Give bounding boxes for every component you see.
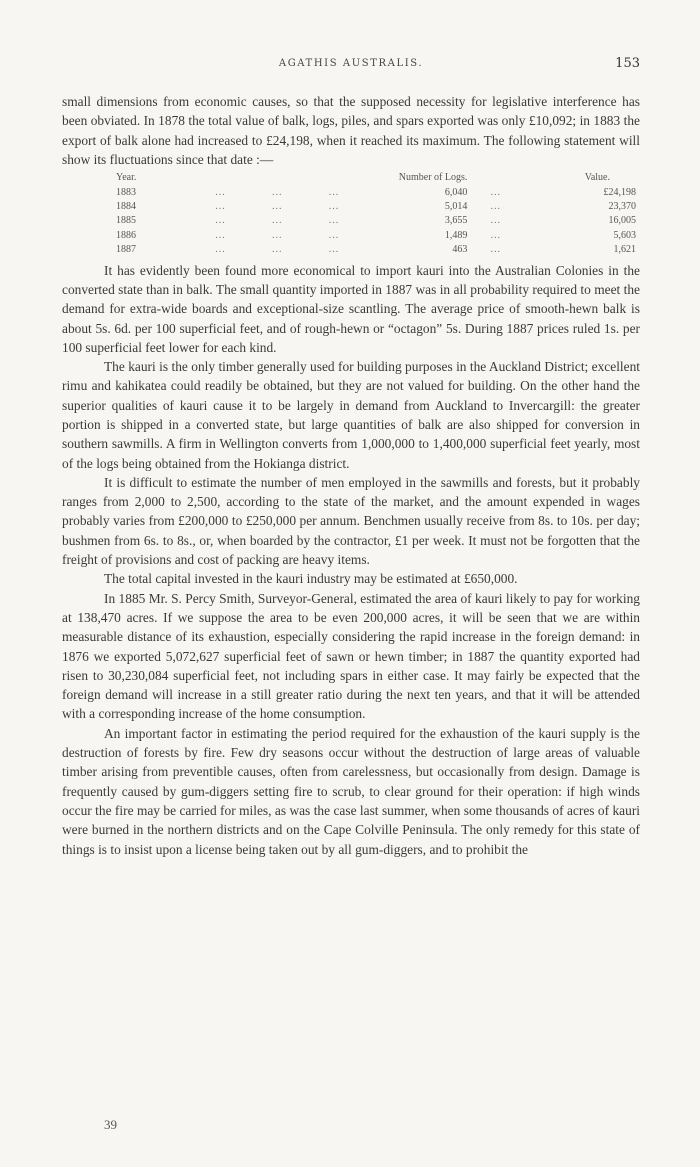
leader-dots: ...	[328, 201, 340, 212]
leader-dots: ...	[215, 215, 226, 227]
leader-dots: ...	[490, 186, 501, 198]
table-header-row	[116, 171, 636, 185]
paragraph-australian-import: It has evidently been found more economical to import kauri into the Australian Colonies in the converted state than in balk. The small quantity imported in 1887 was in all probability required to meet the demand for extra-wide boards and exceptional-size scantling. The average price of smooth-hewn balk is about 5s. 6d. per 100 superficial feet, and of rough-hewn or “octagon” 5s. During 1887 prices ruled 1s. per 100 superficial feet lower for each kind.	[62, 262, 640, 355]
table-body	[116, 186, 636, 258]
leader-dots: ...	[490, 229, 501, 241]
table-row	[116, 200, 636, 214]
leader-dots: ...	[215, 186, 226, 198]
row-value: £24,198	[603, 186, 636, 198]
signature-mark: 39	[104, 1117, 117, 1132]
row-logs: 463	[452, 244, 468, 256]
leader-dots: ...	[490, 215, 501, 227]
table-row	[116, 243, 636, 257]
row-logs: 1,489	[444, 229, 468, 241]
table-row	[116, 186, 636, 200]
row-year: 1883	[116, 186, 136, 198]
row-value: 5,603	[613, 229, 636, 241]
row-year: 1885	[116, 215, 136, 227]
body-text	[62, 92, 640, 859]
row-year: 1886	[116, 229, 136, 241]
paragraph-employment: It is difficult to estimate the number of men employed in the sawmills and forests, but it probably ranges from 2,000 to 2,500, according to the state of the market, and the amount expended in wages probably varies from £200,000 to £250,000 per annum. Benchmen usually receive from 8s. to 10s. per day; bushmen from 6s. to 8s., or, when boarded by the contractor, £1 per week. It must not be forgotten that the freight of provisions and cost of packing are heavy items.	[62, 474, 640, 568]
page-header	[62, 58, 640, 76]
paragraph-export-history: small dimensions from economic causes, so that the supposed necessity for legislative interference has been obviated. In 1878 the total value of balk, logs, piles, and spars exported was only £10,092; in 1883 the export of balk alone had increased to £24,198, when it reached its maximum. The following statement will show its fluctuations since that date :—	[62, 94, 640, 167]
paragraph-building-timber: The kauri is the only timber generally used for building purposes in the Auckland District; excellent rimu and kahikatea could readily be obtained, but they are not valued for building. On the other hand the superior qualities of kauri cause it to be largely in demand from Auckland to Invercargill: the greater portion is shipped in a converted state, but large quantities of balk are also shipped for conversion in southern sawmills. A firm in Wellington converts from 1,000,000 to 1,400,000 superficial feet yearly, most of the logs being obtained from the Hokianga district.	[62, 359, 640, 471]
col-header-logs: Number of Logs.	[398, 172, 468, 184]
row-value: 23,370	[608, 201, 636, 212]
page-number: 153	[615, 56, 640, 71]
leader-dots: ...	[215, 229, 226, 241]
row-value: 1,621	[613, 244, 636, 256]
leader-dots: ...	[272, 244, 283, 256]
export-fluctuations-table	[116, 171, 636, 257]
row-year: 1884	[116, 201, 136, 212]
row-logs: 3,655	[444, 215, 468, 227]
paragraph-capital: The total capital invested in the kauri industry may be estimated at £650,000.	[104, 571, 518, 587]
leader-dots: ...	[215, 201, 226, 212]
row-year: 1887	[116, 244, 136, 256]
leader-dots: ...	[272, 215, 283, 227]
row-logs: 6,040	[444, 186, 468, 198]
table-row	[116, 214, 636, 228]
paragraph-forest-fires: An important factor in estimating the period required for the exhaustion of the kauri supply is the destruction of forests by fire. Few dry seasons occur without the destruction of large areas of valuable timber arising from preventible causes, often from carelessness, but occasionally from design. Damage is frequently caused by gum-diggers setting fire to scrub, to clear ground for their operation: if high winds occur the fire may be carried for miles, as was the case last summer, when some thousands of acres of kauri were burned in the northern districts and on the Cape Colville Peninsula. The only remedy for this state of things is to insist upon a license being taken out by all gum-diggers, and to prohibit the	[62, 725, 640, 857]
row-logs: 5,014	[444, 201, 468, 212]
col-header-value: Value.	[584, 172, 610, 184]
leader-dots: ...	[328, 215, 340, 227]
leader-dots: ...	[272, 201, 283, 212]
leader-dots: ...	[272, 186, 283, 198]
table-row	[116, 229, 636, 243]
col-header-year: Year.	[116, 172, 137, 184]
leader-dots: ...	[328, 229, 340, 241]
paragraph-area-estimate: In 1885 Mr. S. Percy Smith, Surveyor-General, estimated the area of kauri likely to pay for working at 138,470 acres. If we suppose the area to be even 200,000 acres, it will be seen that we are within measurable distance of its exhaustion, especially considering the rapid increase in the foreign demand: in 1876 we exported 5,072,627 superficial feet of sawn or hewn timber; in 1887 the quantity exported had risen to 30,230,084 superficial feet, not including spars in either case. It may fairly be expected that the foreign demand will increase in a still greater ratio during the next ten years, and that it will be attended with a corresponding increase of the home consumption.	[62, 590, 640, 722]
leader-dots: ...	[328, 244, 340, 256]
leader-dots: ...	[272, 229, 283, 241]
running-title: AGATHIS AUSTRALIS.	[278, 58, 424, 69]
leader-dots: ...	[490, 244, 501, 256]
leader-dots: ...	[490, 201, 501, 212]
leader-dots: ...	[215, 244, 226, 256]
row-value: 16,005	[608, 215, 636, 227]
leader-dots: ...	[328, 186, 340, 198]
